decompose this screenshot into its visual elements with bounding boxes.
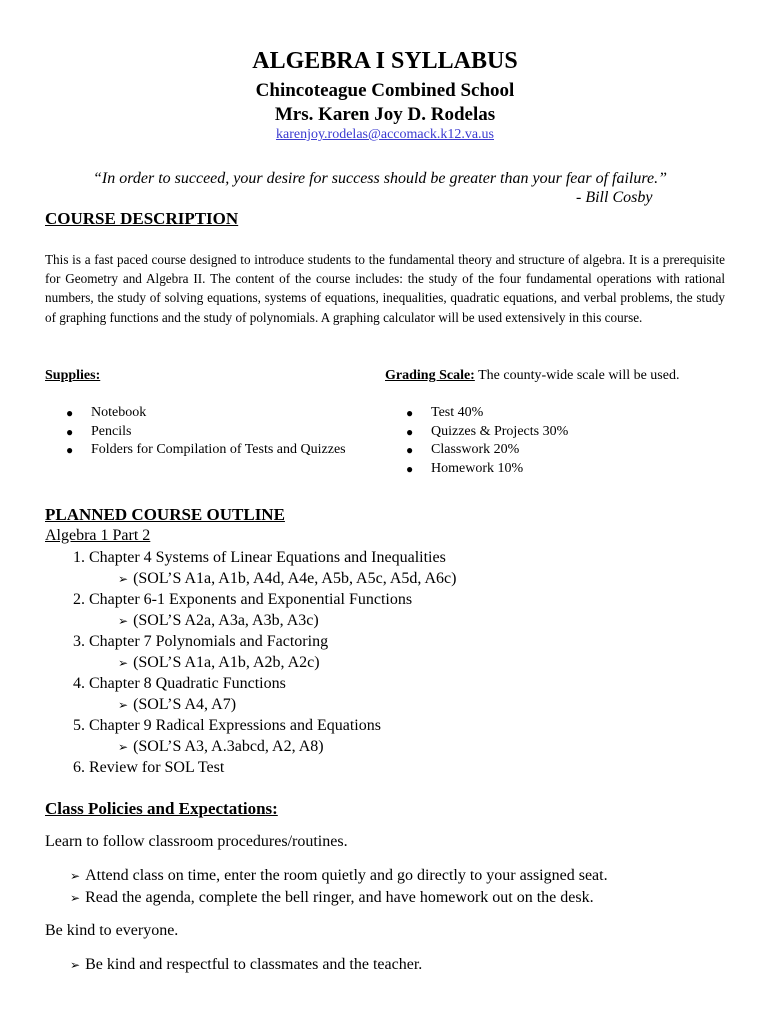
- bullet-icon: ●: [406, 461, 414, 476]
- course-outline-heading: PLANNED COURSE OUTLINE: [45, 505, 285, 524]
- teacher-name: Mrs. Karen Joy D. Rodelas: [274, 104, 496, 125]
- policies-kindness: Be kind to everyone.: [45, 922, 179, 939]
- grading-item: Homework 10%: [431, 460, 524, 476]
- supply-item: Pencils: [91, 423, 132, 439]
- grading-item: Classwork 20%: [431, 442, 520, 457]
- grading-scale-heading: [385, 368, 679, 384]
- teacher-email-link[interactable]: karenjoy.rodelas@accomack.k12.va.us: [275, 127, 494, 142]
- course-outline-subheading: Algebra 1 Part 2: [45, 527, 151, 544]
- arrow-bullet-icon: ➢: [118, 572, 129, 586]
- policy-item: [70, 867, 608, 885]
- outline-sol-text: (SOL’S A2a, A3a, A3b, A3c): [133, 612, 319, 629]
- supplies-heading: Supplies:: [45, 368, 101, 383]
- list-item: [406, 423, 568, 442]
- arrow-bullet-icon: ➢: [70, 869, 81, 883]
- course-description-body: This is a fast paced course designed to introduce students to the fundamental theory and structure of algebra. It is a prerequisite for Geometry and Algebra II. The content of the course includes: the study of the four fundamental operations with rational numbers, the study of solving equations, systems of equations, inequalities, quadratic equations, and verbal problems, the study of graphing functions and the study of polynomials. A graphing calculator will be used extensively in this course.: [45, 252, 725, 325]
- outline-chapter: 2. Chapter 6-1 Exponents and Exponential Functions: [73, 591, 413, 608]
- policy-text: Attend class on time, enter the room quietly and go directly to your assigned seat.: [85, 867, 608, 884]
- outline-sol-text: (SOL’S A3, A.3abcd, A2, A8): [133, 738, 324, 755]
- course-outline-list: [45, 547, 456, 778]
- bullet-icon: ●: [66, 424, 74, 439]
- grading-item: Quizzes & Projects 30%: [431, 423, 569, 439]
- teacher-email-container: [0, 127, 770, 143]
- policy-item: [70, 889, 594, 907]
- arrow-bullet-icon: ➢: [118, 740, 129, 754]
- bullet-icon: ●: [66, 406, 74, 420]
- list-item: [406, 441, 568, 460]
- quote-text: “In order to succeed, your desire for success should be greater than your fear of failure.”: [93, 170, 667, 187]
- grading-list: [406, 404, 568, 478]
- outline-sol-text: (SOL’S A1a, A1b, A4d, A4e, A5b, A5c, A5d, A6c): [133, 570, 457, 587]
- grading-scale-note: The county-wide scale will be used.: [474, 368, 680, 383]
- policies-intro: Learn to follow classroom procedures/routines.: [45, 833, 348, 850]
- outline-sol: [45, 652, 456, 673]
- bullet-icon: ●: [406, 424, 414, 439]
- outline-chapter: 5. Chapter 9 Radical Expressions and Equations: [73, 717, 381, 734]
- supply-item: Folders for Compilation of Tests and Quizzes: [91, 442, 346, 457]
- outline-sol: [45, 568, 456, 589]
- list-item: [66, 441, 346, 460]
- policy-text: Be kind and respectful to classmates and the teacher.: [85, 956, 423, 973]
- arrow-bullet-icon: ➢: [118, 614, 129, 628]
- course-description-heading: COURSE DESCRIPTION: [45, 209, 239, 228]
- outline-sol: [45, 694, 456, 715]
- list-item: [406, 404, 568, 423]
- outline-sol-text: (SOL’S A1a, A1b, A2b, A2c): [133, 654, 320, 671]
- grading-scale-label: Grading Scale:: [385, 368, 475, 383]
- list-item: [66, 404, 346, 423]
- outline-chapter: 6. Review for SOL Test: [73, 759, 225, 776]
- bullet-icon: ●: [406, 406, 414, 420]
- page-title: ALGEBRA I SYLLABUS: [252, 48, 518, 74]
- outline-sol-text: (SOL’S A4, A7): [133, 696, 237, 713]
- bullet-icon: ●: [406, 443, 414, 457]
- grading-item: Test 40%: [431, 405, 484, 420]
- list-item: [406, 460, 568, 479]
- list-item: [66, 423, 346, 442]
- policy-item: [70, 956, 422, 974]
- outline-sol: [45, 736, 456, 757]
- quote-author: - Bill Cosby: [576, 189, 653, 206]
- policy-text: Read the agenda, complete the bell ringer, and have homework out on the desk.: [85, 889, 594, 906]
- outline-chapter: 3. Chapter 7 Polynomials and Factoring: [73, 633, 329, 650]
- class-policies-heading: Class Policies and Expectations:: [45, 799, 278, 818]
- bullet-icon: ●: [66, 443, 74, 457]
- arrow-bullet-icon: ➢: [70, 891, 81, 905]
- outline-sol: [45, 610, 456, 631]
- arrow-bullet-icon: ➢: [118, 698, 129, 712]
- outline-chapter: 1. Chapter 4 Systems of Linear Equations and Inequalities: [73, 549, 446, 566]
- arrow-bullet-icon: ➢: [70, 958, 81, 972]
- supplies-list: [66, 404, 346, 460]
- arrow-bullet-icon: ➢: [118, 656, 129, 670]
- supply-item: Notebook: [91, 405, 147, 420]
- outline-chapter: 4. Chapter 8 Quadratic Functions: [73, 675, 286, 692]
- school-name: Chincoteague Combined School: [255, 80, 515, 101]
